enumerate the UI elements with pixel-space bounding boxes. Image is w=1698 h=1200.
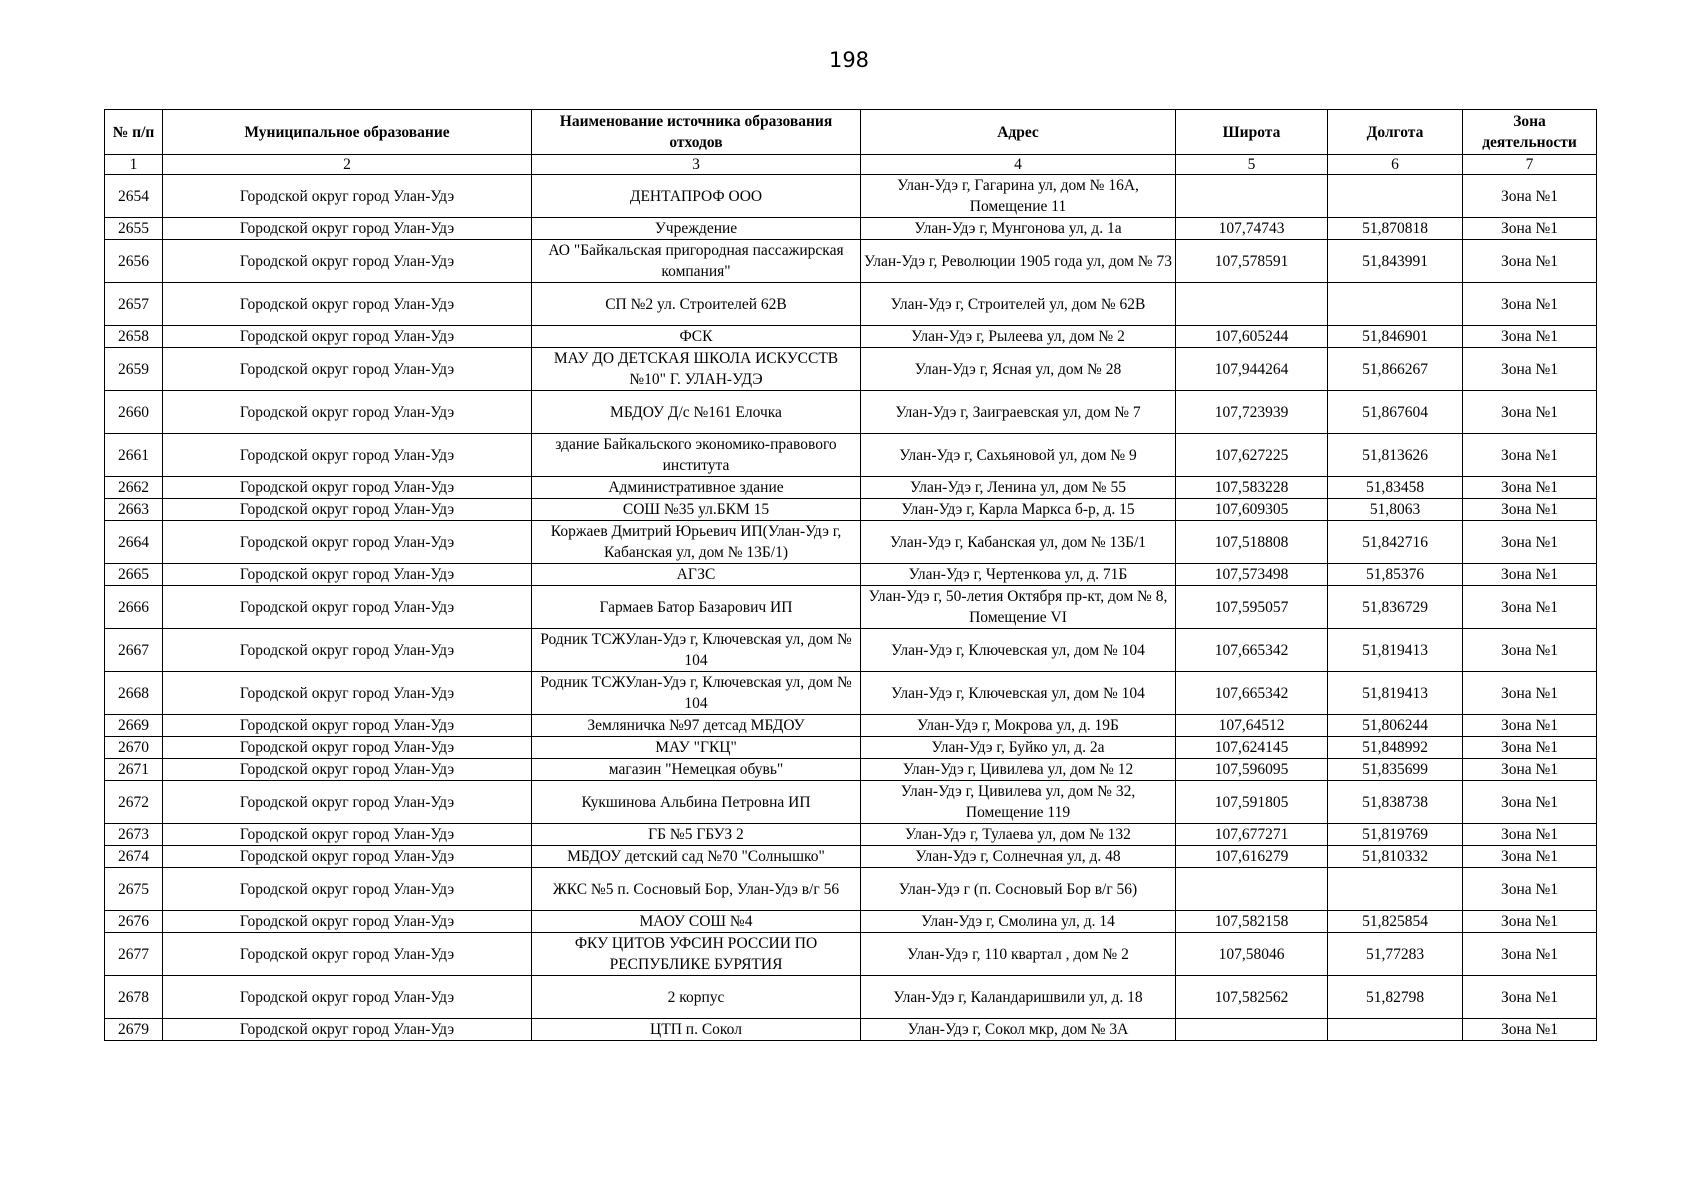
cell-address: Улан-Удэ г, Рылеева ул, дом № 2 [861, 326, 1176, 348]
cell-source-name: 2 корпус [532, 976, 861, 1019]
cell-municipality: Городской округ город Улан-Удэ [163, 868, 532, 911]
cell-number: 2678 [105, 976, 163, 1019]
cell-latitude: 107,595057 [1176, 586, 1328, 629]
cell-address: Улан-Удэ г, Кабанская ул, дом № 13Б/1 [861, 521, 1176, 564]
cell-source-name: ДЕНТАПРОФ ООО [532, 175, 861, 218]
cell-address: Улан-Удэ г, 110 квартал , дом № 2 [861, 933, 1176, 976]
cell-source-name: Гармаев Батор Базарович ИП [532, 586, 861, 629]
cell-latitude: 107,582158 [1176, 911, 1328, 933]
table-row [105, 781, 1597, 824]
table-row [105, 629, 1597, 672]
cell-number: 2675 [105, 868, 163, 911]
table-row [105, 1019, 1597, 1041]
table-row [105, 521, 1597, 564]
cell-municipality: Городской округ город Улан-Удэ [163, 672, 532, 715]
cell-longitude: 51,870818 [1328, 218, 1463, 240]
cell-address: Улан-Удэ г, Смолина ул, д. 14 [861, 911, 1176, 933]
cell-source-name: Родник ТСЖУлан-Удэ г, Ключевская ул, дом № 104 [532, 672, 861, 715]
cell-municipality: Городской округ город Улан-Удэ [163, 391, 532, 434]
cell-zone: Зона №1 [1463, 175, 1597, 218]
cell-number: 2668 [105, 672, 163, 715]
cell-address: Улан-Удэ г, 50-летия Октября пр-кт, дом № 8, Помещение VI [861, 586, 1176, 629]
cell-zone: Зона №1 [1463, 240, 1597, 283]
cell-latitude: 107,583228 [1176, 477, 1328, 499]
cell-municipality: Городской округ город Улан-Удэ [163, 976, 532, 1019]
cell-address: Улан-Удэ г, Чертенкова ул, д. 71Б [861, 564, 1176, 586]
cell-zone: Зона №1 [1463, 326, 1597, 348]
cell-address: Улан-Удэ г, Карла Маркса б-р, д. 15 [861, 499, 1176, 521]
cell-latitude [1176, 868, 1328, 911]
cell-address: Улан-Удэ г, Солнечная ул, д. 48 [861, 846, 1176, 868]
table-row [105, 283, 1597, 326]
cell-address: Улан-Удэ г, Гагарина ул, дом № 16А, Помещение 11 [861, 175, 1176, 218]
cell-latitude: 107,605244 [1176, 326, 1328, 348]
cell-address: Улан-Удэ г, Сахьяновой ул, дом № 9 [861, 434, 1176, 477]
cell-latitude: 107,596095 [1176, 759, 1328, 781]
header-cell-latitude: Широта [1176, 110, 1328, 155]
cell-address: Улан-Удэ г, Каландаришвили ул, д. 18 [861, 976, 1176, 1019]
cell-longitude: 51,83458 [1328, 477, 1463, 499]
cell-latitude [1176, 175, 1328, 218]
column-number-row [105, 155, 1597, 175]
cell-zone: Зона №1 [1463, 391, 1597, 434]
cell-longitude: 51,810332 [1328, 846, 1463, 868]
cell-latitude: 107,677271 [1176, 824, 1328, 846]
cell-zone: Зона №1 [1463, 868, 1597, 911]
cell-longitude [1328, 175, 1463, 218]
cell-source-name: магазин "Немецкая обувь" [532, 759, 861, 781]
cell-municipality: Городской округ город Улан-Удэ [163, 499, 532, 521]
cell-number: 2657 [105, 283, 163, 326]
cell-number: 2671 [105, 759, 163, 781]
column-number-cell: 1 [105, 155, 163, 175]
table-row [105, 933, 1597, 976]
table-row [105, 911, 1597, 933]
cell-longitude: 51,842716 [1328, 521, 1463, 564]
cell-address: Улан-Удэ г, Мокрова ул, д. 19Б [861, 715, 1176, 737]
header-cell-longitude: Долгота [1328, 110, 1463, 155]
cell-source-name: Родник ТСЖУлан-Удэ г, Ключевская ул, дом № 104 [532, 629, 861, 672]
cell-latitude: 107,74743 [1176, 218, 1328, 240]
header-cell-number: № п/п [105, 110, 163, 155]
cell-latitude: 107,58046 [1176, 933, 1328, 976]
cell-number: 2679 [105, 1019, 163, 1041]
cell-number: 2654 [105, 175, 163, 218]
cell-municipality: Городской округ город Улан-Удэ [163, 737, 532, 759]
cell-zone: Зона №1 [1463, 737, 1597, 759]
cell-source-name: МАОУ СОШ №4 [532, 911, 861, 933]
cell-source-name: Учреждение [532, 218, 861, 240]
cell-address: Улан-Удэ г, Мунгонова ул, д. 1а [861, 218, 1176, 240]
cell-longitude: 51,819413 [1328, 629, 1463, 672]
waste-sources-table [104, 109, 1597, 1041]
cell-municipality: Городской округ город Улан-Удэ [163, 477, 532, 499]
cell-latitude: 107,573498 [1176, 564, 1328, 586]
cell-municipality: Городской округ город Улан-Удэ [163, 326, 532, 348]
cell-municipality: Городской округ город Улан-Удэ [163, 175, 532, 218]
cell-number: 2659 [105, 348, 163, 391]
cell-zone: Зона №1 [1463, 629, 1597, 672]
cell-zone: Зона №1 [1463, 672, 1597, 715]
cell-address: Улан-Удэ г, Тулаева ул, дом № 132 [861, 824, 1176, 846]
cell-municipality: Городской округ город Улан-Удэ [163, 240, 532, 283]
table-row [105, 175, 1597, 218]
cell-longitude: 51,825854 [1328, 911, 1463, 933]
header-row [105, 110, 1597, 155]
table-row [105, 499, 1597, 521]
table-row [105, 715, 1597, 737]
cell-latitude: 107,616279 [1176, 846, 1328, 868]
cell-source-name: Коржаев Дмитрий Юрьевич ИП(Улан-Удэ г, Кабанская ул, дом № 13Б/1) [532, 521, 861, 564]
cell-address: Улан-Удэ г, Ясная ул, дом № 28 [861, 348, 1176, 391]
cell-latitude: 107,627225 [1176, 434, 1328, 477]
cell-latitude: 107,582562 [1176, 976, 1328, 1019]
cell-number: 2663 [105, 499, 163, 521]
cell-number: 2669 [105, 715, 163, 737]
cell-longitude: 51,866267 [1328, 348, 1463, 391]
cell-latitude: 107,665342 [1176, 629, 1328, 672]
table-row [105, 586, 1597, 629]
cell-municipality: Городской округ город Улан-Удэ [163, 846, 532, 868]
cell-longitude: 51,846901 [1328, 326, 1463, 348]
cell-municipality: Городской округ город Улан-Удэ [163, 521, 532, 564]
column-number-cell: 4 [861, 155, 1176, 175]
cell-address: Улан-Удэ г, Ленина ул, дом № 55 [861, 477, 1176, 499]
cell-zone: Зона №1 [1463, 715, 1597, 737]
cell-longitude [1328, 868, 1463, 911]
cell-source-name: СП №2 ул. Строителей 62В [532, 283, 861, 326]
cell-zone: Зона №1 [1463, 477, 1597, 499]
cell-zone: Зона №1 [1463, 499, 1597, 521]
cell-source-name: ФСК [532, 326, 861, 348]
cell-zone: Зона №1 [1463, 434, 1597, 477]
column-number-cell: 5 [1176, 155, 1328, 175]
table-row [105, 868, 1597, 911]
cell-source-name: АГЗС [532, 564, 861, 586]
cell-longitude: 51,85376 [1328, 564, 1463, 586]
cell-zone: Зона №1 [1463, 348, 1597, 391]
cell-zone: Зона №1 [1463, 1019, 1597, 1041]
cell-longitude: 51,77283 [1328, 933, 1463, 976]
column-number-cell: 2 [163, 155, 532, 175]
cell-address: Улан-Удэ г, Революции 1905 года ул, дом № 73 [861, 240, 1176, 283]
cell-number: 2658 [105, 326, 163, 348]
cell-latitude: 107,578591 [1176, 240, 1328, 283]
cell-municipality: Городской округ город Улан-Удэ [163, 434, 532, 477]
cell-latitude: 107,609305 [1176, 499, 1328, 521]
cell-address: Улан-Удэ г, Ключевская ул, дом № 104 [861, 629, 1176, 672]
cell-municipality: Городской округ город Улан-Удэ [163, 348, 532, 391]
cell-latitude [1176, 283, 1328, 326]
page-number: 198 [828, 48, 870, 72]
cell-number: 2666 [105, 586, 163, 629]
cell-zone: Зона №1 [1463, 759, 1597, 781]
cell-address: Улан-Удэ г, Сокол мкр, дом № 3А [861, 1019, 1176, 1041]
cell-address: Улан-Удэ г, Буйко ул, д. 2а [861, 737, 1176, 759]
cell-latitude: 107,723939 [1176, 391, 1328, 434]
cell-address: Улан-Удэ г, Строителей ул, дом № 62В [861, 283, 1176, 326]
cell-number: 2673 [105, 824, 163, 846]
cell-source-name: ЦТП п. Сокол [532, 1019, 861, 1041]
cell-source-name: МБДОУ детский сад №70 "Солнышко" [532, 846, 861, 868]
cell-longitude: 51,836729 [1328, 586, 1463, 629]
cell-source-name: МАУ ДО ДЕТСКАЯ ШКОЛА ИСКУССТВ №10" Г. УЛАН-УДЭ [532, 348, 861, 391]
cell-address: Улан-Удэ г, Ключевская ул, дом № 104 [861, 672, 1176, 715]
cell-zone: Зона №1 [1463, 846, 1597, 868]
cell-longitude: 51,867604 [1328, 391, 1463, 434]
header-cell-zone: Зона деятельности [1463, 110, 1597, 155]
cell-zone: Зона №1 [1463, 781, 1597, 824]
table-row [105, 672, 1597, 715]
cell-longitude: 51,806244 [1328, 715, 1463, 737]
cell-number: 2655 [105, 218, 163, 240]
cell-municipality: Городской округ город Улан-Удэ [163, 586, 532, 629]
cell-source-name: ГБ №5 ГБУЗ 2 [532, 824, 861, 846]
table-row [105, 348, 1597, 391]
cell-latitude: 107,64512 [1176, 715, 1328, 737]
cell-municipality: Городской округ город Улан-Удэ [163, 218, 532, 240]
cell-longitude: 51,819769 [1328, 824, 1463, 846]
cell-longitude [1328, 1019, 1463, 1041]
cell-number: 2665 [105, 564, 163, 586]
cell-number: 2670 [105, 737, 163, 759]
cell-number: 2677 [105, 933, 163, 976]
cell-latitude: 107,944264 [1176, 348, 1328, 391]
column-number-cell: 3 [532, 155, 861, 175]
table-row [105, 824, 1597, 846]
header-cell-source-name: Наименование источника образования отходов [532, 110, 861, 155]
cell-municipality: Городской округ город Улан-Удэ [163, 715, 532, 737]
cell-latitude: 107,624145 [1176, 737, 1328, 759]
table-row [105, 218, 1597, 240]
cell-municipality: Городской округ город Улан-Удэ [163, 911, 532, 933]
column-number-cell: 7 [1463, 155, 1597, 175]
cell-number: 2667 [105, 629, 163, 672]
cell-address: Улан-Удэ г, Заиграевская ул, дом № 7 [861, 391, 1176, 434]
cell-number: 2664 [105, 521, 163, 564]
cell-number: 2674 [105, 846, 163, 868]
cell-source-name: здание Байкальского экономико-правового института [532, 434, 861, 477]
table-row [105, 391, 1597, 434]
column-number-cell: 6 [1328, 155, 1463, 175]
cell-municipality: Городской округ город Улан-Удэ [163, 824, 532, 846]
cell-zone: Зона №1 [1463, 933, 1597, 976]
table-row [105, 434, 1597, 477]
header-cell-municipality: Муниципальное образование [163, 110, 532, 155]
cell-zone: Зона №1 [1463, 824, 1597, 846]
cell-latitude [1176, 1019, 1328, 1041]
cell-municipality: Городской округ город Улан-Удэ [163, 759, 532, 781]
cell-longitude [1328, 283, 1463, 326]
cell-longitude: 51,848992 [1328, 737, 1463, 759]
cell-source-name: Земляничка №97 детсад МБДОУ [532, 715, 861, 737]
cell-zone: Зона №1 [1463, 586, 1597, 629]
cell-zone: Зона №1 [1463, 521, 1597, 564]
cell-latitude: 107,591805 [1176, 781, 1328, 824]
cell-number: 2672 [105, 781, 163, 824]
cell-number: 2660 [105, 391, 163, 434]
cell-zone: Зона №1 [1463, 564, 1597, 586]
cell-municipality: Городской округ город Улан-Удэ [163, 564, 532, 586]
cell-municipality: Городской округ город Улан-Удэ [163, 629, 532, 672]
cell-source-name: Кукшинова Альбина Петровна ИП [532, 781, 861, 824]
cell-number: 2662 [105, 477, 163, 499]
cell-longitude: 51,843991 [1328, 240, 1463, 283]
cell-municipality: Городской округ город Улан-Удэ [163, 933, 532, 976]
cell-address: Улан-Удэ г, Цивилева ул, дом № 32, Помещение 119 [861, 781, 1176, 824]
cell-source-name: АО "Байкальская пригородная пассажирская компания" [532, 240, 861, 283]
cell-latitude: 107,518808 [1176, 521, 1328, 564]
table-body [105, 175, 1597, 1041]
table-row [105, 976, 1597, 1019]
cell-longitude: 51,835699 [1328, 759, 1463, 781]
table-row [105, 737, 1597, 759]
cell-source-name: МБДОУ Д/с №161 Елочка [532, 391, 861, 434]
cell-longitude: 51,838738 [1328, 781, 1463, 824]
cell-number: 2656 [105, 240, 163, 283]
table-row [105, 326, 1597, 348]
table-row [105, 759, 1597, 781]
cell-source-name: МАУ "ГКЦ" [532, 737, 861, 759]
cell-municipality: Городской округ город Улан-Удэ [163, 781, 532, 824]
table-row [105, 564, 1597, 586]
table-row [105, 477, 1597, 499]
cell-source-name: Административное здание [532, 477, 861, 499]
cell-address: Улан-Удэ г, Цивилева ул, дом № 12 [861, 759, 1176, 781]
cell-source-name: ЖКС №5 п. Сосновый Бор, Улан-Удэ в/г 56 [532, 868, 861, 911]
cell-municipality: Городской округ город Улан-Удэ [163, 1019, 532, 1041]
cell-number: 2676 [105, 911, 163, 933]
cell-zone: Зона №1 [1463, 911, 1597, 933]
cell-zone: Зона №1 [1463, 283, 1597, 326]
cell-source-name: ФКУ ЦИТОВ УФСИН РОССИИ ПО РЕСПУБЛИКЕ БУРЯТИЯ [532, 933, 861, 976]
cell-zone: Зона №1 [1463, 976, 1597, 1019]
cell-zone: Зона №1 [1463, 218, 1597, 240]
cell-longitude: 51,8063 [1328, 499, 1463, 521]
cell-municipality: Городской округ город Улан-Удэ [163, 283, 532, 326]
cell-address: Улан-Удэ г (п. Сосновый Бор в/г 56) [861, 868, 1176, 911]
cell-number: 2661 [105, 434, 163, 477]
cell-longitude: 51,82798 [1328, 976, 1463, 1019]
cell-source-name: СОШ №35 ул.БКМ 15 [532, 499, 861, 521]
table-row [105, 240, 1597, 283]
cell-longitude: 51,813626 [1328, 434, 1463, 477]
header-cell-address: Адрес [861, 110, 1176, 155]
table-row [105, 846, 1597, 868]
cell-longitude: 51,819413 [1328, 672, 1463, 715]
cell-latitude: 107,665342 [1176, 672, 1328, 715]
